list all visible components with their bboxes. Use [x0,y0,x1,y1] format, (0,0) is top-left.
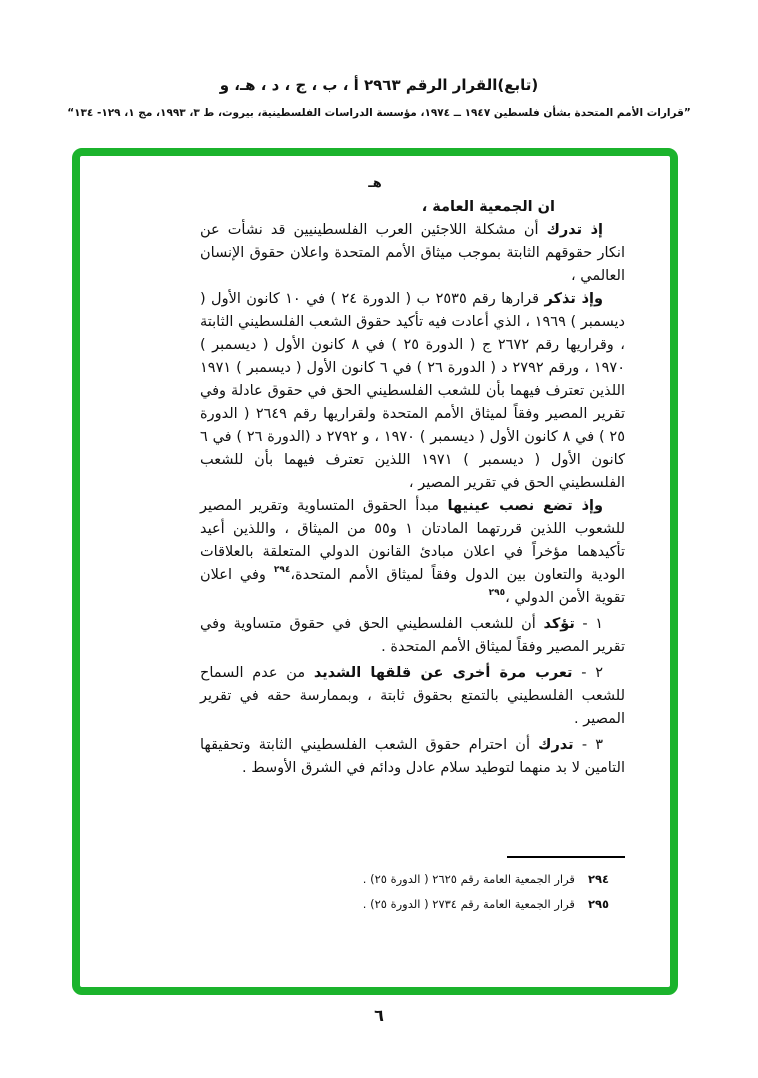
section-letter: هـ [368,176,382,191]
paragraph-number: ٢ - [581,665,604,681]
footnote-294 [363,867,625,892]
page-number: ٦ [374,1006,384,1025]
paragraph-number: ٣ - [581,737,604,753]
preamble-text: قرارها رقم ٢٥٣٥ ب ( الدورة ٢٤ ) في ١٠ كانون الأول ( ديسمبر ) ١٩٦٩ ، الذي أعادت فيه تأكيد حقوق الشعب الفلسطيني الثابتة ، وقراريها رقم ٢٦٧٢ ج ( الدورة ٢٥ ) في ٨ كانون الأول ( ديسمبر ) ١٩٧٠ ، ورقم ٢٧٩٢ د ( الدورة ٢٦ ) في ٦ كانون الأول ( ديسمبر ) ١٩٧١ اللذين تعترف فيهما بأن للشعب الفلسطيني الحق في حقوق عادلة وفي تقرير المصير وفقاً لميثاق الأمم المتحدة ولقراريها رقم ٢٦٤٩ ( الدورة ٢٥ ) في ٨ كانون الأول ( ديسمبر ) ١٩٧٠ ، و ٢٧٩٢ د (الدورة ٢٦ ) في ٦ كانون الأول ( ديسمبر ) ١٩٧١ اللذين تعترف فيهما بأن للشعب الفلسطيني الحق في تقرير المصير ، [200,291,625,491]
operative-paragraph-1 [200,613,625,659]
footnote-divider [507,856,625,858]
footnote-number: ٢٩٤ [587,872,609,886]
resolution-text-column [200,196,625,780]
operative-paragraph-3 [200,734,625,780]
preamble-lead: إذ تدرك [546,222,603,238]
preamble-paragraph [200,495,625,610]
footnote-text: قرار الجمعية العامة رقم ٢٦٢٥ ( الدورة ٢٥) . [362,872,575,886]
operative-lead: تدرك [538,737,574,753]
document-frame [72,148,678,995]
preamble-heading: ان الجمعية العامة ، [421,199,555,215]
preamble-text: أن مشكلة اللاجئين العرب الفلسطينيين قد نشأت عن انكار حقوقهم الثابتة بموجب ميثاق الأمم المتحدة واعلان حقوق الإنسان العالمي ، [200,222,625,284]
footnote-295 [363,892,625,917]
footnote-number: ٢٩٥ [587,897,609,911]
preamble-lead: وإذ تذكر [544,291,604,307]
operative-text: أن للشعب الفلسطيني الحق في حقوق متساوية وفي تقرير المصير وفقاً لميثاق الأمم المتحدة . [200,616,625,655]
operative-text: أن احترام حقوق الشعب الفلسطيني الثابتة وتحقيقها التامين لا بد منهما لتوطيد سلام عادل ودائم في الشرق الأوسط . [200,737,625,776]
paragraph-number: ١ - [582,616,604,632]
footnote-ref-295: ٢٩٥ [488,588,506,599]
operative-paragraph-2 [200,662,625,731]
footnotes-block [363,856,625,917]
preamble-lead: وإذ تضع نصب عينيها [447,498,603,514]
operative-text: من عدم السماح للشعب الفلسطيني بالتمتع بحقوق ثابتة ، وبممارسة حقه في تقرير المصير . [200,665,625,727]
preamble-text: وفي اعلان تقوية الأمن الدولي ، [200,567,625,606]
operative-lead: تؤكد [543,616,575,632]
preamble-text: مبدأ الحقوق المتساوية وتقرير المصير للشعوب اللذين قررتهما المادتان ١ و٥٥ من الميثاق ، واللذين أعيد تأكيدهما مؤخراً في اعلان مبادئ القانون الدولي المتعلقة بالعلاقات الودية والتعاون بين الدول وفقاً لميثاق الأمم المتحدة، [200,498,625,583]
running-head-source-citation: ”قرارات الأمم المتحدة بشأن فلسطين ١٩٤٧ ــ ١٩٧٤، مؤسسة الدراسات الفلسطينية، بيروت، ط ٣، ١٩٩٣، مج ١، ١٢٩- ١٣٤“ [67,107,691,119]
operative-lead: تعرب مرة أخرى عن قلقها الشديد [313,665,573,681]
footnote-text: قرار الجمعية العامة رقم ٢٧٣٤ ( الدورة ٢٥) . [362,897,575,911]
running-head-resolution-title: (تابع)القرار الرقم ٢٩٦٣ أ ، ب ، ج ، د ، هـ، و [219,76,539,94]
footnote-ref-294: ٢٩٤ [273,565,291,576]
preamble-paragraph [200,219,625,288]
preamble-paragraph [200,288,625,495]
